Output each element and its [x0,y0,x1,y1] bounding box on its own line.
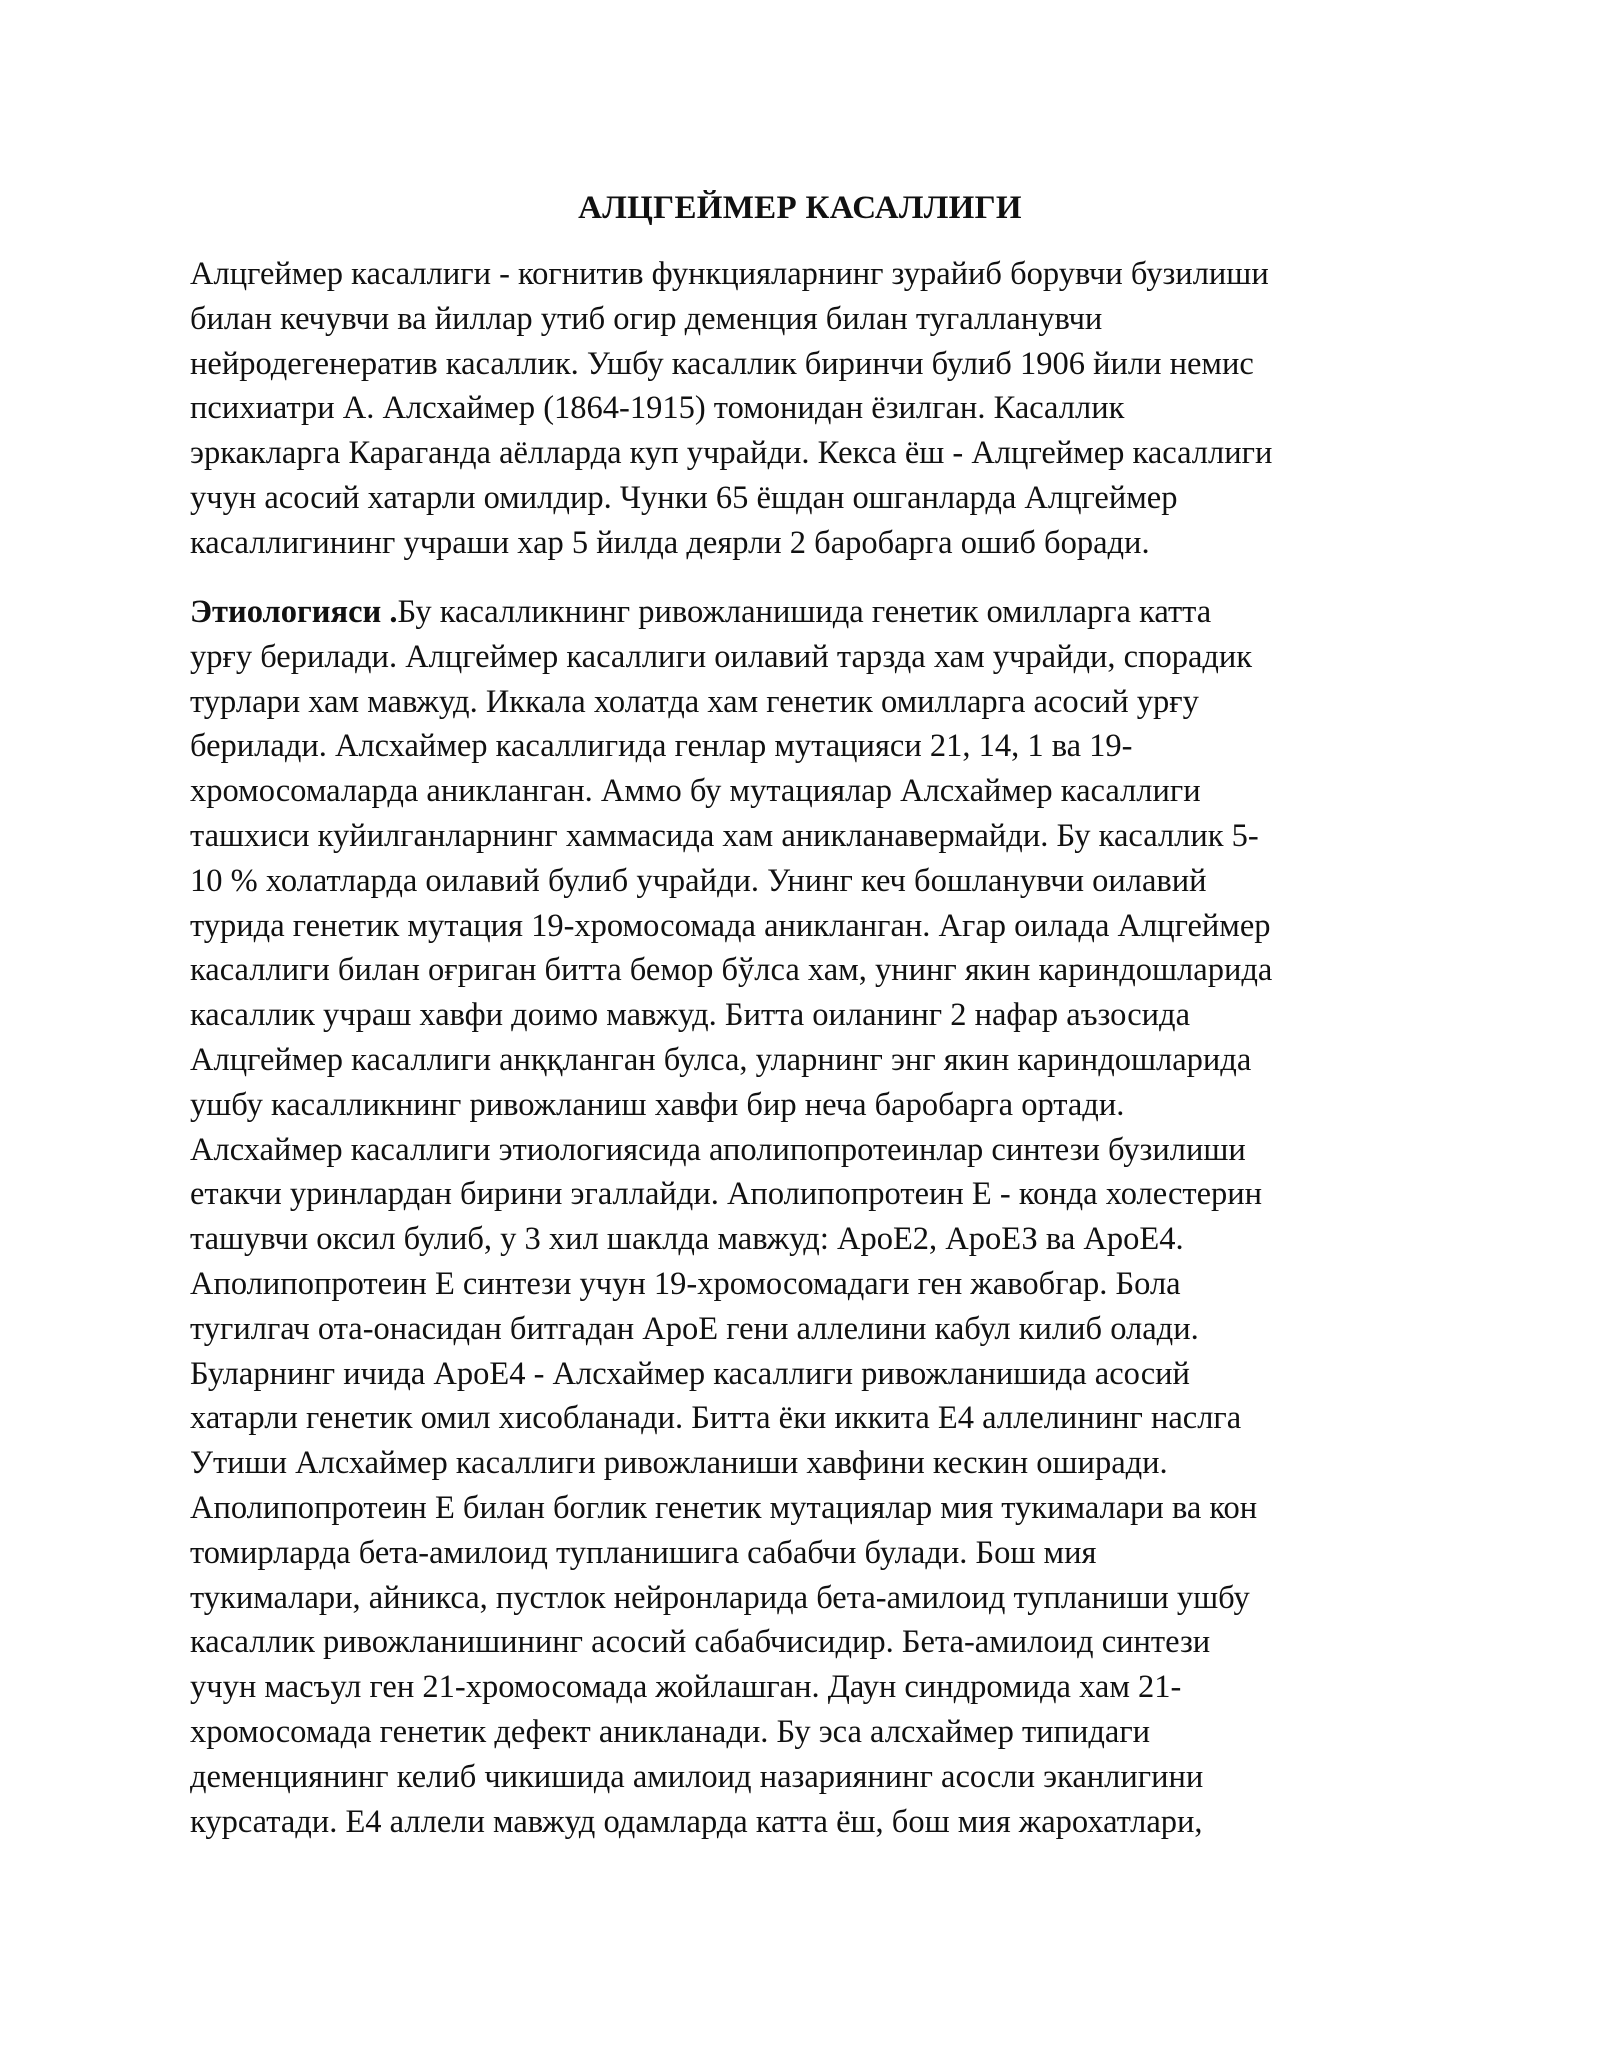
text-line: Алцгеймер касаллиги анққланган булса, уларнинг энг якин кариндошларида [190,1041,1252,1078]
text-line: урғу берилади. Алцгеймер касаллиги оилавий тарзда хам учрайди, спорадик [190,638,1253,675]
text-line: Алцгеймер касаллиги - когнитив функцияларнинг зурайиб борувчи бузилиши [190,256,1269,292]
text-line: турида генетик мутация 19-хромосомада аникланган. Агар оилада Алцгеймер [190,907,1271,944]
text-line: хромосомаларда аникланган. Аммо бу мутациялар Алсхаймер касаллиги [190,773,1201,810]
text-line: ушбу касалликнинг ривожланиш хавфи бир неча баробарга ортади. [190,1086,1125,1123]
text-line: касаллигининг учраши хар 5 йилда деярли 2 баробарга ошиб боради. [190,524,1150,561]
text-line: учун масъул ген 21-хромосомада жойлашган. Даун синдромида хам 21- [190,1669,1182,1706]
text-line: 10 % холатларда оилавий булиб учрайди. Унинг кеч бошланувчи оилавий [190,862,1207,899]
text-line: касаллик учраш хавфи доимо мавжуд. Битта оиланинг 2 нафар аъзосида [190,997,1190,1034]
text-line: деменциянинг келиб чикишида амилоид назариянинг асосли эканлигини [190,1758,1204,1795]
text-line: томирларда бета-амилоид тупланишига сабабчи булади. Бош мия [190,1534,1097,1571]
text-line: турлари хам мавжуд. Иккала холатда хам генетик омилларга асосий урғу [190,683,1199,720]
text-line: Алсхаймер касаллиги этиологиясида аполипопротеинлар синтези бузилиши [190,1131,1246,1168]
text-line: ташувчи оксил булиб, у 3 хил шаклда мавжуд: АроЕ2, АроЕЗ ва АроЕ4. [190,1221,1184,1258]
text-line: берилади. Алсхаймер касаллигида генлар мутацияси 21, 14, 1 ва 19- [190,728,1133,765]
text-line: эркакларга Караганда аёлларда куп учрайди. Кекса ёш - Алцгеймер касаллиги [190,435,1273,472]
text-line: тукималари, айникса, пустлок нейронларида бета-амилоид тупланиши ушбу [190,1579,1250,1616]
text-line-first [190,590,1430,635]
paragraph-introduction [190,252,1430,566]
text-line: Аполипопротеин Е билан боглик генетик мутациялар мия тукималари ва кон [190,1489,1258,1526]
text-line: касаллиги билан оғриган битта бемор бўлса хам, унинг якин кариндошларида [190,952,1273,989]
text-line: психиатри А. Алсхаймер (1864-1915) томонидан ёзилган. Касаллик [190,390,1125,427]
document-title: АЛЦГЕЙМЕР КАСАЛЛИГИ [578,190,1022,226]
text-line: етакчи уринлардан бирини эгаллайди. Аполипопротеин Е - конда холестерин [190,1176,1263,1213]
text-line: билан кечувчи ва йиллар утиб огир деменция билан тугалланувчи [190,300,1103,337]
text-line: Аполипопротеин Е синтези учун 19-хромосомадаги ген жавобгар. Бола [190,1265,1181,1302]
text-line: нейродегенератив касаллик. Ушбу касаллик биринчи булиб 1906 йили немис [190,345,1254,382]
paragraph-etiology [190,590,1430,1844]
text-line: ташхиси куйилганларнинг хаммасида хам аникланавермайди. Бу касаллик 5- [190,817,1259,854]
text-line: Буларнинг ичида АроЕ4 - Алсхаймер касаллиги ривожланишида асосий [190,1355,1190,1392]
text-line: хромосомада генетик дефект аникланади. Бу эса алсхаймер типидаги [190,1713,1151,1750]
text-line: хатарли генетик омил хисобланади. Битта ёки иккита Е4 аллелининг наслга [190,1400,1242,1437]
text-line: Утиши Алсхаймер касаллиги ривожланиши хавфини кескин оширади. [190,1445,1168,1482]
etiology-first-line-text: Бу касалликнинг ривожланишида генетик омилларга катта [397,594,1212,630]
text-line: тугилгач ота-онасидан битгадан АроЕ гени аллелини кабул килиб олади. [190,1310,1199,1347]
text-line: касаллик ривожланишининг асосий сабабчисидир. Бета-амилоид синтези [190,1624,1211,1661]
text-line: курсатади. Е4 аллели мавжуд одамларда катта ёш, бош мия жарохатлари, [190,1803,1203,1840]
text-line: учун асосий хатарли омилдир. Чунки 65 ёшдан ошганларда Алцгеймер [190,479,1178,516]
etiology-heading: Этиологияси . [190,594,398,630]
